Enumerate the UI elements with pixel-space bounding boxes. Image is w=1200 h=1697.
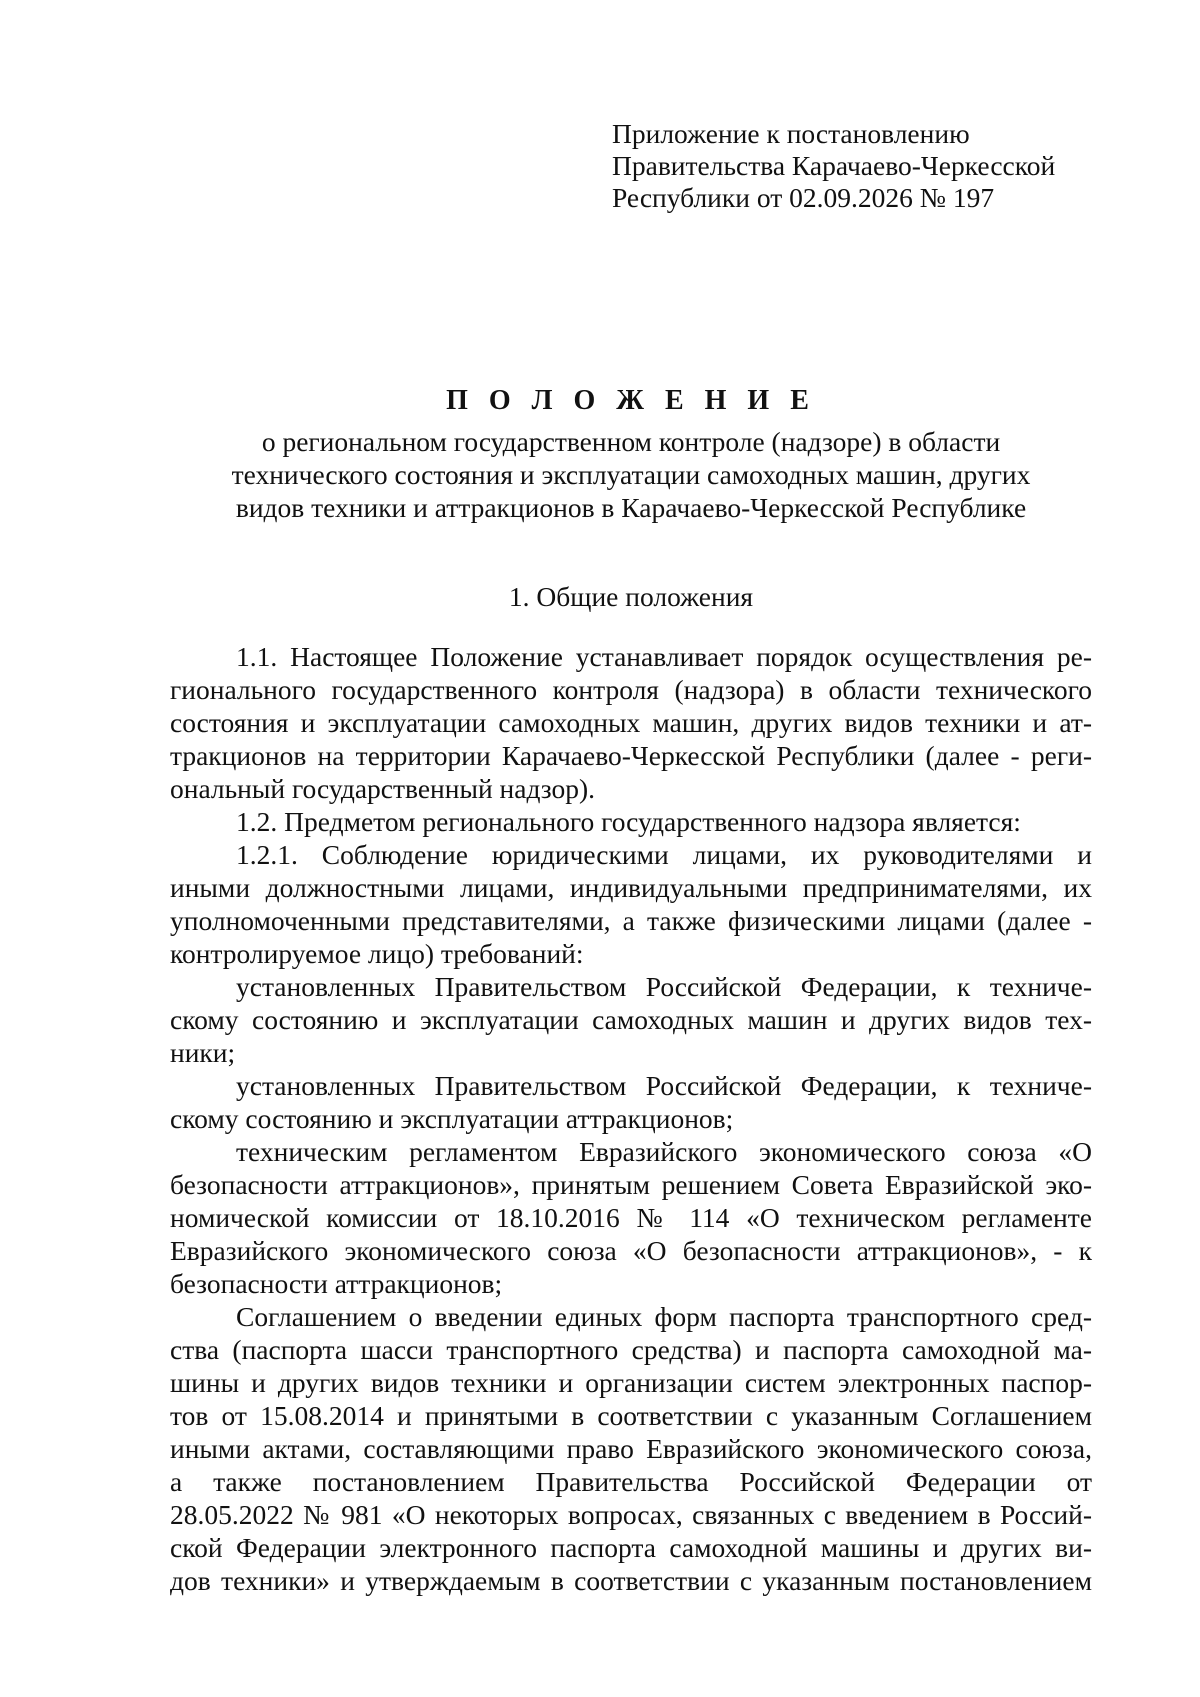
appendix-line: Приложение к постановлению [612,118,970,149]
text-line: скому состоянию и эксплуатации самоходных машин и других видов тех- [170,1004,1092,1035]
appendix-note [612,118,1055,214]
text-line: контролируемое лицо) требований: [170,938,584,969]
text-line: 1.1. Настоящее Положение устанавливает порядок осуществления ре- [236,641,1092,672]
appendix-line: Правительства Карачаево-Черкесской [612,150,1056,181]
text-line: Соглашением о введении единых форм паспорта транспортного сред- [236,1301,1092,1332]
section-heading: 1. Общие положения [508,581,754,612]
text-line: скому состоянию и эксплуатации аттракционов; [170,1103,734,1134]
text-line: ники; [170,1037,236,1068]
subtitle-line: видов техники и аттракционов в Карачаево-Черкесской Республике [235,492,1027,523]
text-line: состояния и эксплуатации самоходных машин, других видов техники и ат- [170,707,1092,738]
appendix-line: Республики от 02.09.2026 № 197 [612,182,995,213]
text-line: дов техники» и утверждаемым в соответствии с указанным постановлением [170,1565,1092,1596]
text-line: ональный государственный надзор). [170,773,596,804]
text-line: гионального государственного контроля (надзора) в области технического [170,674,1092,705]
text-line: установленных Правительством Российской Федерации, к техниче- [236,971,1092,1002]
text-line: шины и других видов техники и организации систем электронных паспор- [170,1367,1092,1398]
text-line: ской Федерации электронного паспорта самоходной машины и других ви- [170,1532,1092,1563]
body-text [170,640,1092,1597]
text-line: установленных Правительством Российской Федерации, к техниче- [236,1070,1092,1101]
text-line: безопасности аттракционов; [170,1268,503,1299]
text-line: иными актами, составляющими право Евразийского экономического союза, [170,1433,1092,1464]
text-line: техническим регламентом Евразийского экономического союза «О [236,1136,1092,1167]
text-line: Евразийского экономического союза «О безопасности аттракционов», - к [170,1235,1092,1266]
text-line: безопасности аттракционов», принятым решением Совета Евразийской эко- [170,1169,1092,1200]
text-line: уполномоченными представителями, а также физическими лицами (далее - [170,905,1092,936]
text-line: тов от 15.08.2014 и принятыми в соответствии с указанным Соглашением [170,1400,1092,1431]
subtitle-line: о региональном государственном контроле (надзоре) в области [261,426,1001,457]
subtitle-line: технического состояния и эксплуатации самоходных машин, других [231,459,1031,490]
text-line: тракционов на территории Карачаево-Черкесской Республики (далее - реги- [170,740,1092,771]
title-block [170,383,1092,524]
text-line: 1.2.1. Соблюдение юридическими лицами, их руководителями и [236,839,1092,870]
text-line: а также постановлением Правительства Российской Федерации от [170,1466,1092,1497]
document-title: П О Л О Ж Е Н И Е [446,385,816,416]
text-line: иными должностными лицами, индивидуальными предпринимателями, их [170,872,1092,903]
document-subtitle [170,425,1092,524]
text-line: 1.2. Предметом регионального государственного надзора является: [236,806,1021,837]
text-line: 28.05.2022 № 981 «О некоторых вопросах, связанных с введением в Россий- [170,1499,1092,1530]
text-line: ства (паспорта шасси транспортного средства) и паспорта самоходной ма- [170,1334,1092,1365]
text-line: номической комиссии от 18.10.2016 № 114 «О техническом регламенте [170,1202,1092,1233]
